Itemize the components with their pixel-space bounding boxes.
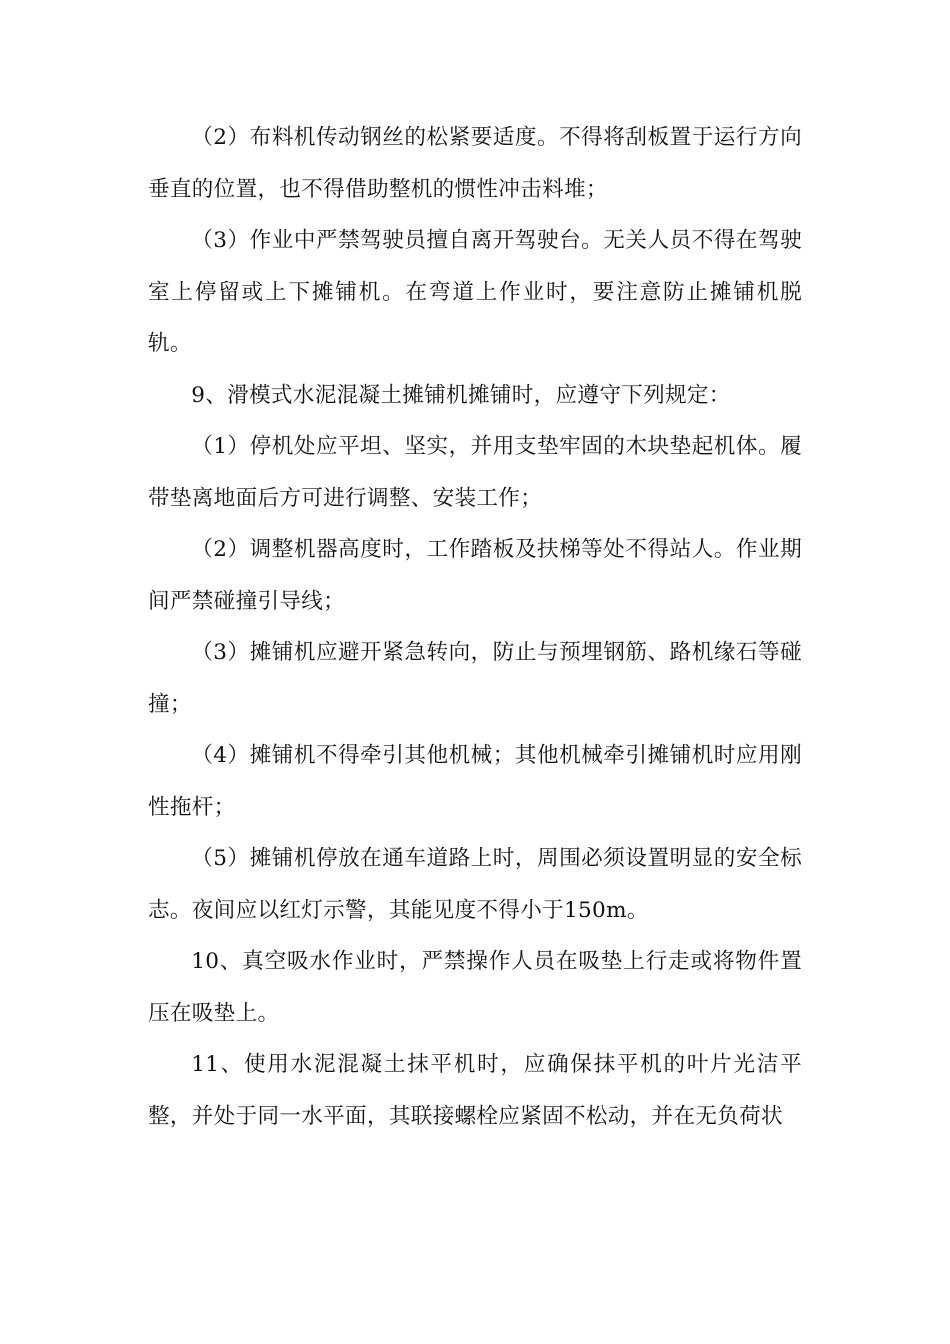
paragraph-6: （3）摊铺机应避开紧急转向，防止与预埋钢筋、路机缘石等碰撞；: [148, 640, 802, 717]
paragraph-9: 10、真空吸水作业时，严禁操作人员在吸垫上行走或将物件置压在吸垫上。: [148, 949, 802, 1026]
paragraph-3: 9、滑模式水泥混凝土摊铺机摊铺时，应遵守下列规定：: [191, 382, 731, 408]
paragraph-1: （2）布料机传动钢丝的松紧要适度。不得将刮板置于运行方向垂直的位置，也不得借助整机的惯性冲击料堆；: [148, 125, 802, 202]
paragraph-10: 11、使用水泥混凝土抹平机时，应确保抹平机的叶片光洁平整，并处于同一水平面，其联接螺栓应紧固不松动，并在无负荷状: [148, 1052, 802, 1129]
paragraph-7: （4）摊铺机不得牵引其他机械；其他机械牵引摊铺机时应用刚性拖杆；: [148, 743, 802, 820]
paragraph-2: （3）作业中严禁驾驶员擅自离开驾驶台。无关人员不得在驾驶室上停留或上下摊铺机。在弯道上作业时，要注意防止摊铺机脱轨。: [148, 228, 802, 356]
paragraph-5: （2）调整机器高度时，工作踏板及扶梯等处不得站人。作业期间严禁碰撞引导线；: [148, 537, 802, 614]
paragraph-4: （1）停机处应平坦、坚实，并用支垫牢固的木块垫起机体。履带垫离地面后方可进行调整、安装工作；: [148, 434, 802, 511]
document-body: [148, 112, 802, 1142]
paragraph-8: （5）摊铺机停放在通车道路上时，周围必须设置明显的安全标志。夜间应以红灯示警，其能见度不得小于150m。: [148, 846, 802, 923]
